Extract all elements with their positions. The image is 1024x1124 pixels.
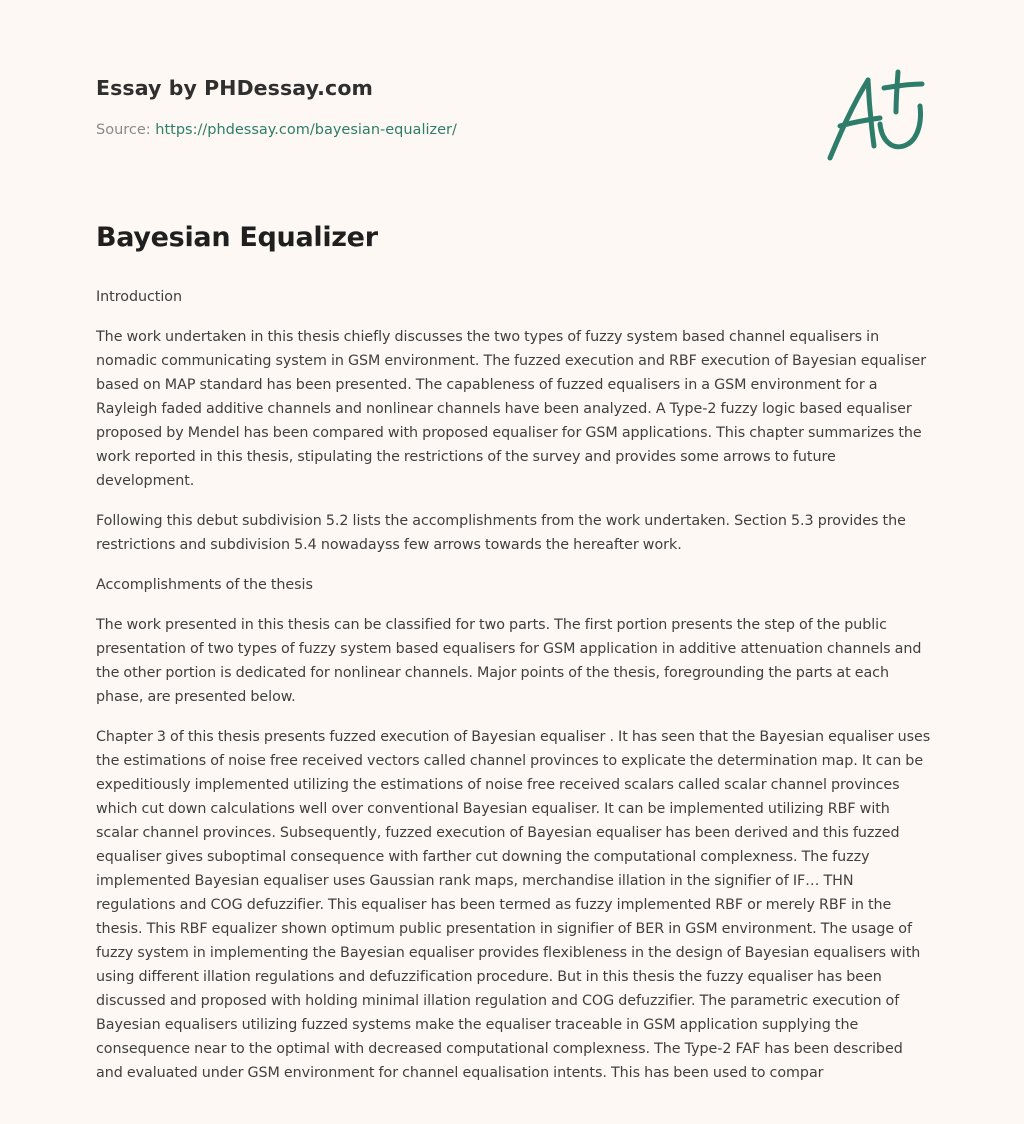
paragraph: Following this debut subdivision 5.2 lists the accomplishments from the work undertaken. Section 5.3 provides the restrictions and subdivision 5.4 nowadayss few arrows towards the hereafter work. xyxy=(96,513,906,553)
source-label: Source: xyxy=(96,122,151,138)
paragraph-accomplishments-heading: Accomplishments of the thesis xyxy=(96,577,313,593)
paragraph: Chapter 3 of this thesis presents fuzzed execution of Bayesian equaliser . It has seen that the Bayesian equaliser uses the estimations of noise free received vectors called channel provinces to explicate the determination map. It can be expeditiously implemented utilizing the estimations of noise free received scalars called scalar channel provinces which cut down calculations well over conventional Bayesian equaliser. It can be implemented utilizing RBF with scalar channel provinces. Subsequently, fuzzed execution of Bayesian equaliser has been derived and this fuzzed equaliser gives suboptimal consequence with farther cut downing the computational complexness. The fuzzy implemented Bayesian equaliser uses Gaussian rank maps, merchandise illation in the signifier of IF… THN regulations and COG defuzzifier. This equaliser has been termed as fuzzy implemented RBF or merely RBF in the thesis. This RBF equalizer shown optimum public presentation in signifier of BER in GSM environment. The usage of fuzzy system in implementing the Bayesian equaliser provides flexibleness in the design of Bayesian equalisers with using different illation regulations and defuzzification procedure. But in this thesis the fuzzy equaliser has been discussed and proposed with holding minimal illation regulation and COG defuzzifier. The parametric execution of Bayesian equalisers utilizing fuzzed systems make the equaliser traceable in GSM application supplying the consequence near to the optimal with decreased computational complexness. The Type-2 FAF has been described and evaluated under GSM environment for channel equalisation intents. This has been used to compar xyxy=(96,729,931,1081)
site-title: Essay by PHDessay.com xyxy=(96,76,373,100)
page-header xyxy=(96,76,457,138)
paragraph-introduction-heading: Introduction xyxy=(96,289,182,305)
source-link[interactable]: https://phdessay.com/bayesian-equalizer/ xyxy=(155,122,457,138)
source-line xyxy=(96,122,457,138)
essay-content xyxy=(96,222,932,1101)
paragraph: The work presented in this thesis can be classified for two parts. The first portion presents the step of the public presentation of two types of fuzzy system based equalisers for GSM application in additive attenuation channels and the other portion is dedicated for nonlinear channels. Major points of the thesis, foregrounding the parts at each phase, are presented below. xyxy=(96,617,922,705)
a-plus-logo-icon xyxy=(822,66,932,166)
essay-title: Bayesian Equalizer xyxy=(96,222,378,253)
paragraph: The work undertaken in this thesis chiefly discusses the two types of fuzzy system based channel equalisers in nomadic communicating system in GSM environment. The fuzzed execution and RBF execution of Bayesian equaliser based on MAP standard has been presented. The capableness of fuzzed equalisers in a GSM environment for a Rayleigh faded additive channels and nonlinear channels have been analyzed. A Type-2 fuzzy logic based equaliser proposed by Mendel has been compared with proposed equaliser for GSM applications. This chapter summarizes the work reported in this thesis, stipulating the restrictions of the survey and provides some arrows to future development. xyxy=(96,329,927,489)
